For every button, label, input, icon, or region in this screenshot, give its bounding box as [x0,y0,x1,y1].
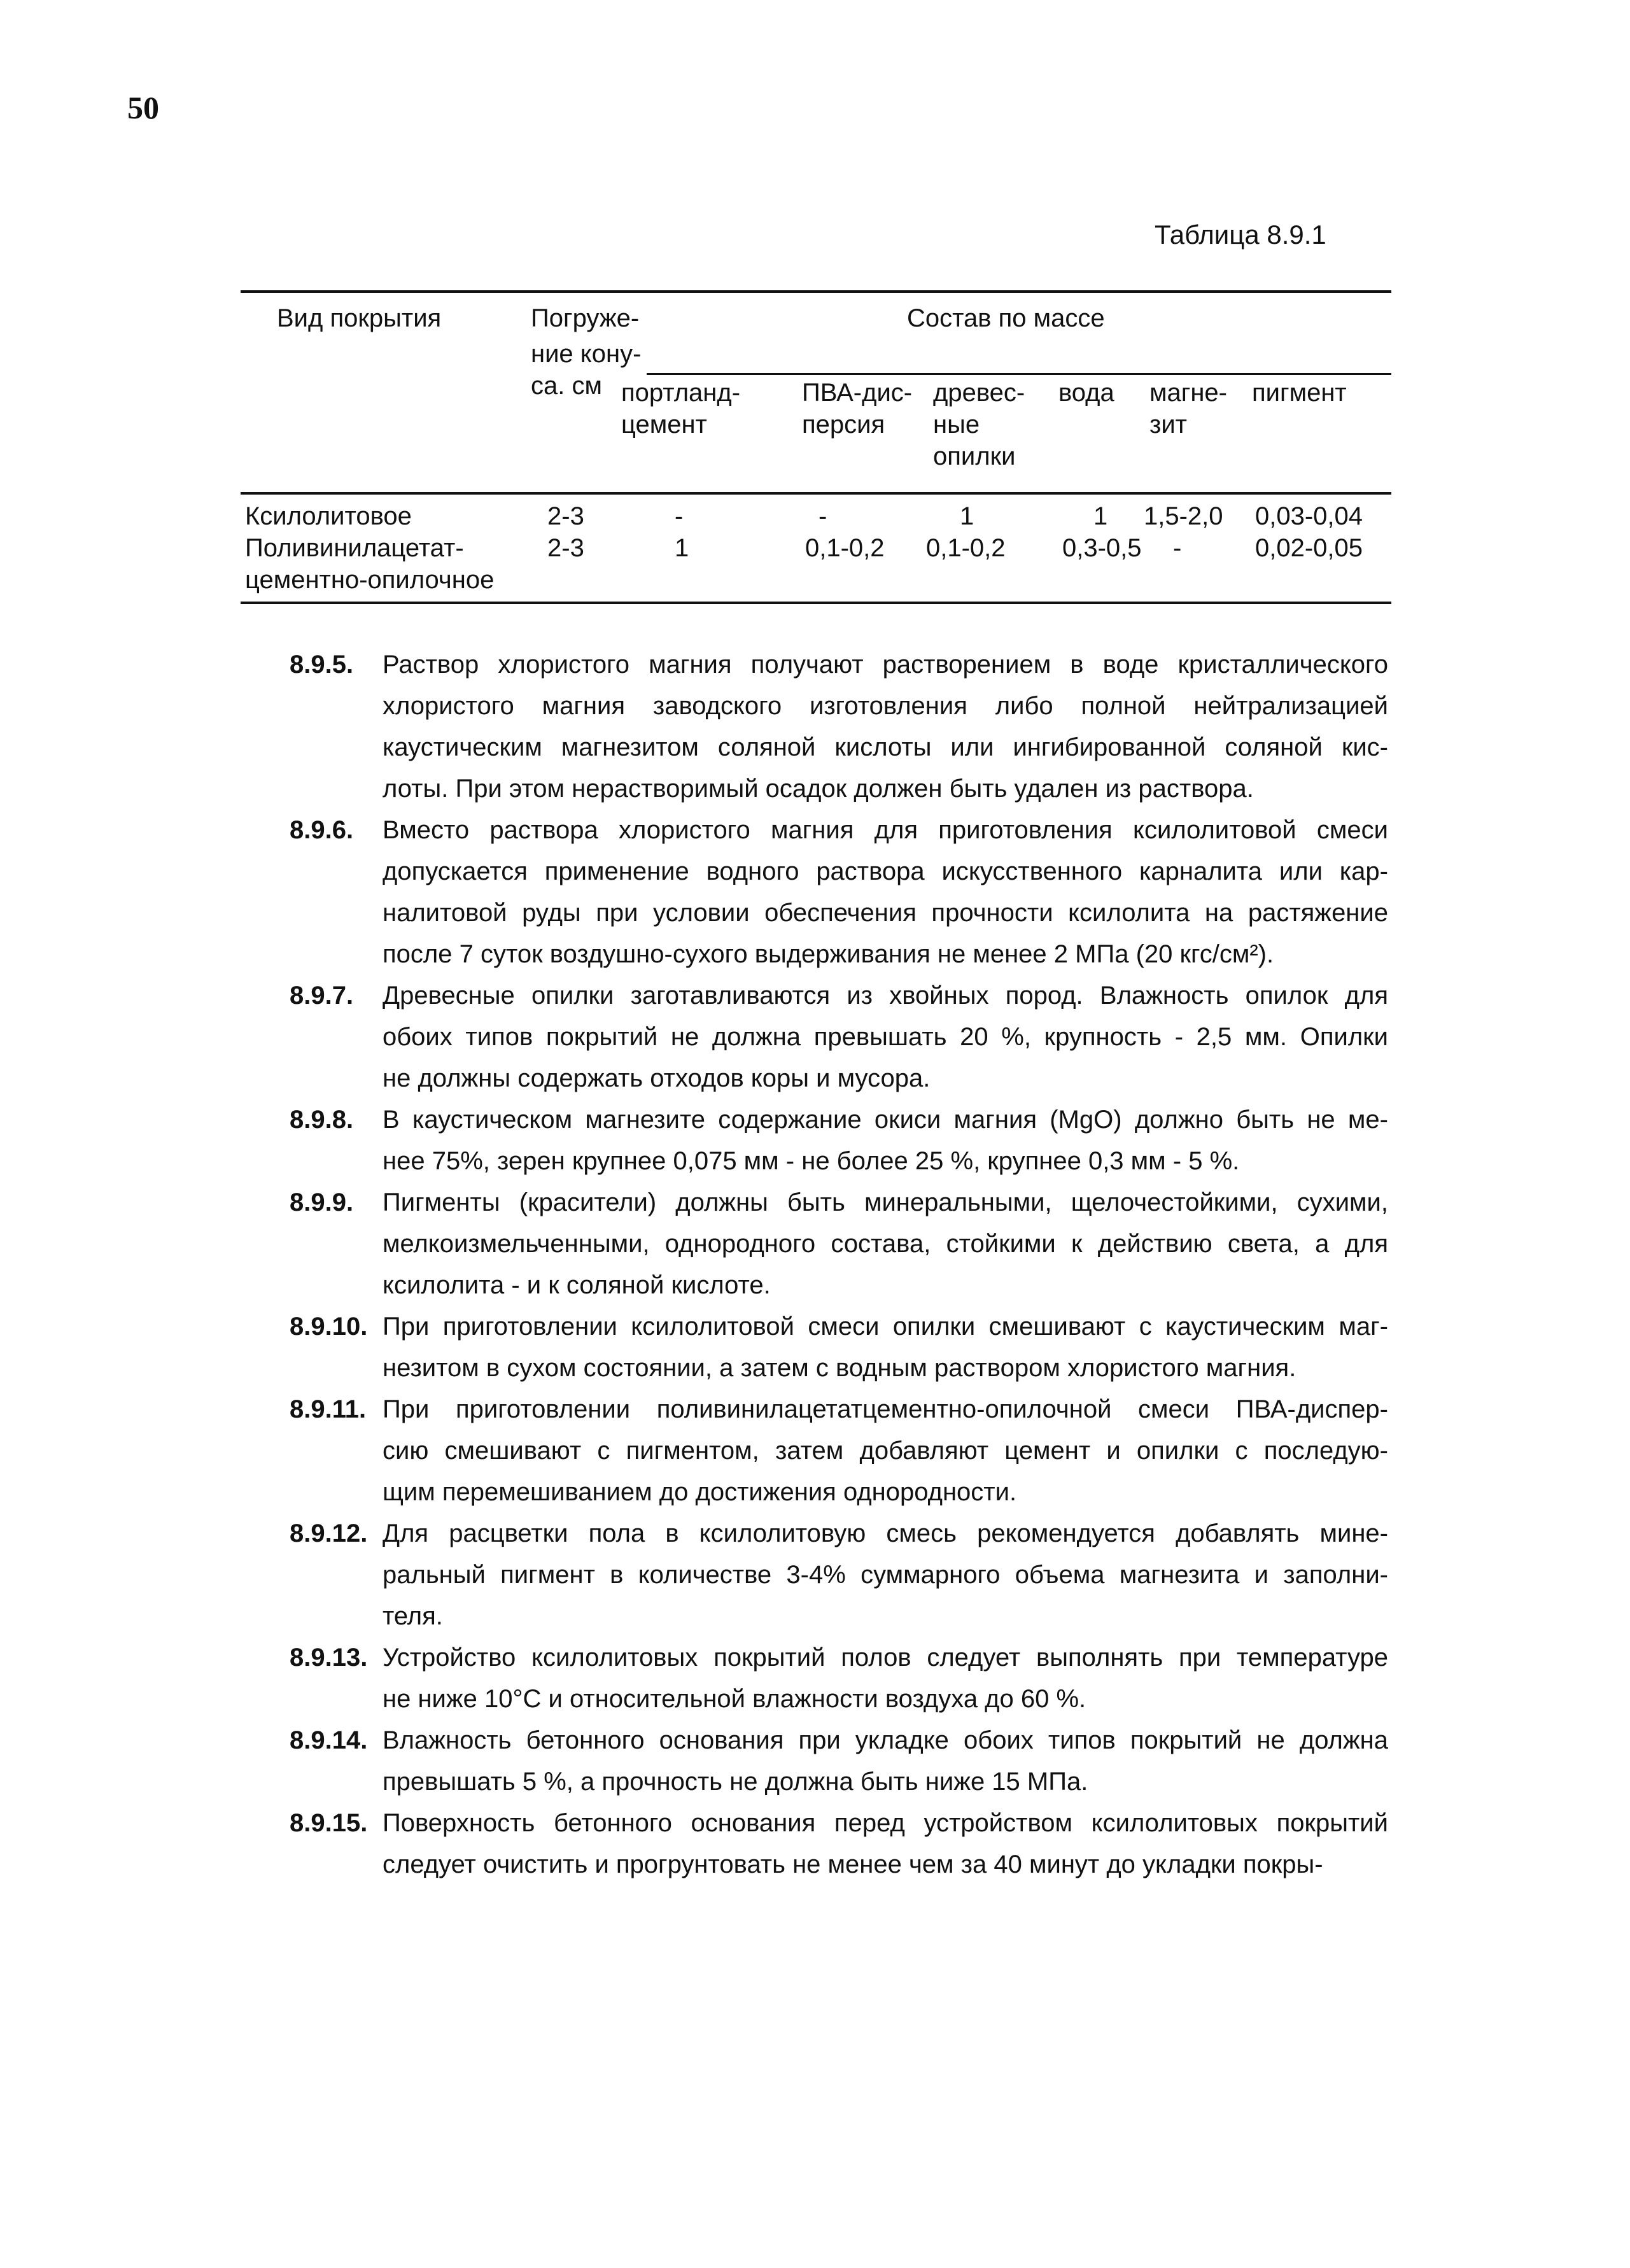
header-component-line: ные [933,411,980,439]
paragraph-line: щим перемешиванием до достижения однородности. [383,1478,1017,1506]
row-sawdust-value: 1 [960,502,974,530]
table-top-rule [241,290,1391,293]
header-component-line: цемент [621,411,707,439]
paragraph-number: 8.9.13. [290,1644,368,1672]
paragraph-number: 8.9.5. [290,651,354,679]
row-pigment-value: 0,03-0,04 [1255,502,1363,530]
row-pigment-value: 0,02-0,05 [1255,534,1363,562]
page-number: 50 [127,90,159,125]
paragraph-line: незитом в сухом состоянии, а затем с водным раствором хлористого магния. [383,1354,1296,1382]
row-pva-value: - [819,502,827,530]
header-cone-line: ние кону- [531,340,642,368]
paragraph-line: Древесные опилки заготавливаются из хвойных пород. Влажность опилок для [383,982,1388,1010]
paragraph-number: 8.9.10. [290,1313,368,1341]
paragraph-line: хлористого магния заводского изготовления либо полной нейтрализацией [383,692,1388,720]
header-component-line: магне- [1149,379,1227,407]
row-coating-name [245,500,412,532]
paragraph-line: налитовой руды при условии обеспечения прочности ксилолита на растяжение [383,899,1388,927]
header-magnesite [1149,377,1227,440]
paragraph-number: 8.9.12. [290,1519,368,1547]
row-portland-value: 1 [675,534,689,562]
paragraph-line: после 7 суток воздушно-сухого выдерживания не менее 2 МПа (20 кгс/см²). [383,940,1274,968]
paragraph-line: теля. [383,1602,443,1630]
header-component-line: зит [1149,411,1188,439]
paragraph-line: Пигменты (красители) должны быть минеральными, щелочестойкими, сухими, [383,1188,1388,1216]
paragraph-line: Для расцветки пола в ксилолитовую смесь рекомендуется добавлять мине- [383,1519,1388,1547]
paragraph-line: При приготовлении ксилолитовой смеси опилки смешивают с каустическим маг- [383,1313,1388,1341]
paragraph-line: нее 75%, зерен крупнее 0,075 мм - не более 25 %, крупнее 0,3 мм - 5 %. [383,1147,1240,1175]
row-magnesite-value: 1,5-2,0 [1144,502,1223,530]
paragraph-line: Раствор хлористого магния получают растворением в воде кристаллического [383,651,1388,679]
row-name-line: Поливинилацетат- [245,534,464,562]
row-magnesite-value: - [1173,534,1182,562]
paragraph-line: лоты. При этом нерастворимый осадок должен быть удален из раствора. [383,775,1254,803]
table-caption: Таблица 8.9.1 [1155,220,1326,250]
header-portland-cement [621,377,740,440]
header-component-line: опилки [933,442,1016,470]
paragraph-number: 8.9.8. [290,1106,354,1134]
row-coating-name [245,532,494,596]
paragraph-number: 8.9.15. [290,1809,368,1837]
header-composition-title: Состав по массе [907,304,1105,332]
header-water [1058,377,1114,409]
header-component-line: пигмент [1252,379,1347,407]
paragraph-number: 8.9.7. [290,982,354,1010]
header-wood-sawdust [933,377,1025,472]
paragraph-line: В каустическом магнезите содержание окиси магния (MgO) должно быть не ме- [383,1106,1388,1134]
row-sawdust-value: 0,1-0,2 [926,534,1006,562]
paragraph-line: Влажность бетонного основания при укладке обоих типов покрытий не должна [383,1726,1388,1754]
header-cone-line: са. см [531,372,602,400]
paragraph-line: не ниже 10°С и относительной влажности воздуха до 60 %. [383,1685,1086,1713]
paragraph-line: При приготовлении поливинилацетатцементно-опилочной смеси ПВА-диспер- [383,1395,1388,1423]
header-cone-line: Погруже- [531,304,640,332]
header-component-line: вода [1058,379,1114,407]
header-component-line: ПВА-дис- [802,379,913,407]
paragraph-line: мелкоизмельченными, однородного состава, стойкими к действию света, а для [383,1230,1388,1258]
paragraph-line: каустическим магнезитом соляной кислоты или ингибированной соляной кис- [383,733,1388,761]
paragraph-line: Вместо раствора хлористого магния для приготовления ксилолитовой смеси [383,816,1388,844]
paragraph-line: ксилолита - и к соляной кислоте. [383,1271,771,1299]
paragraph-line: Устройство ксилолитовых покрытий полов следует выполнять при температуре [383,1644,1388,1672]
header-component-line: персия [802,411,885,439]
paragraph-line: не должны содержать отходов коры и мусора. [383,1064,931,1092]
paragraph-line: ральный пигмент в количестве 3-4% суммарного объема магнезита и заполни- [383,1561,1388,1589]
header-coating-type: Вид покрытия [277,304,442,332]
paragraph-line: сию смешивают с пигментом, затем добавляют цемент и опилки с последую- [383,1437,1388,1465]
row-name-line: цементно-опилочное [245,566,495,594]
header-composition-rule [647,373,1391,375]
paragraph-number: 8.9.6. [290,816,354,844]
paragraph-line: превышать 5 %, а прочность не должна быть ниже 15 МПа. [383,1768,1088,1796]
header-component-line: портланд- [621,379,741,407]
paragraph-number: 8.9.14. [290,1726,368,1754]
paragraph-number: 8.9.9. [290,1188,354,1216]
row-pva-value: 0,1-0,2 [805,534,885,562]
row-water-value: 0,3-0,5 [1062,534,1142,562]
paragraph-line: следует очистить и прогрунтовать не менее чем за 40 минут до укладки покры- [383,1850,1323,1878]
row-portland-value: - [675,502,684,530]
table-bottom-rule [241,602,1391,604]
header-pigment [1252,377,1347,409]
row-water-value: 1 [1093,502,1108,530]
paragraph-line: допускается применение водного раствора искусственного карналита или кар- [383,857,1388,885]
row-cone-value: 2-3 [547,502,584,530]
paragraph-number: 8.9.11. [290,1395,367,1423]
header-pva-dispersion [802,377,912,440]
paragraph-line: обоих типов покрытий не должна превышать 20 %, крупность - 2,5 мм. Опилки [383,1023,1388,1051]
paragraph-line: Поверхность бетонного основания перед устройством ксилолитовых покрытий [383,1809,1388,1837]
table-header-rule [241,492,1391,495]
row-name-line: Ксилолитовое [245,502,412,530]
header-component-line: древес- [933,379,1025,407]
row-cone-value: 2-3 [547,534,584,562]
